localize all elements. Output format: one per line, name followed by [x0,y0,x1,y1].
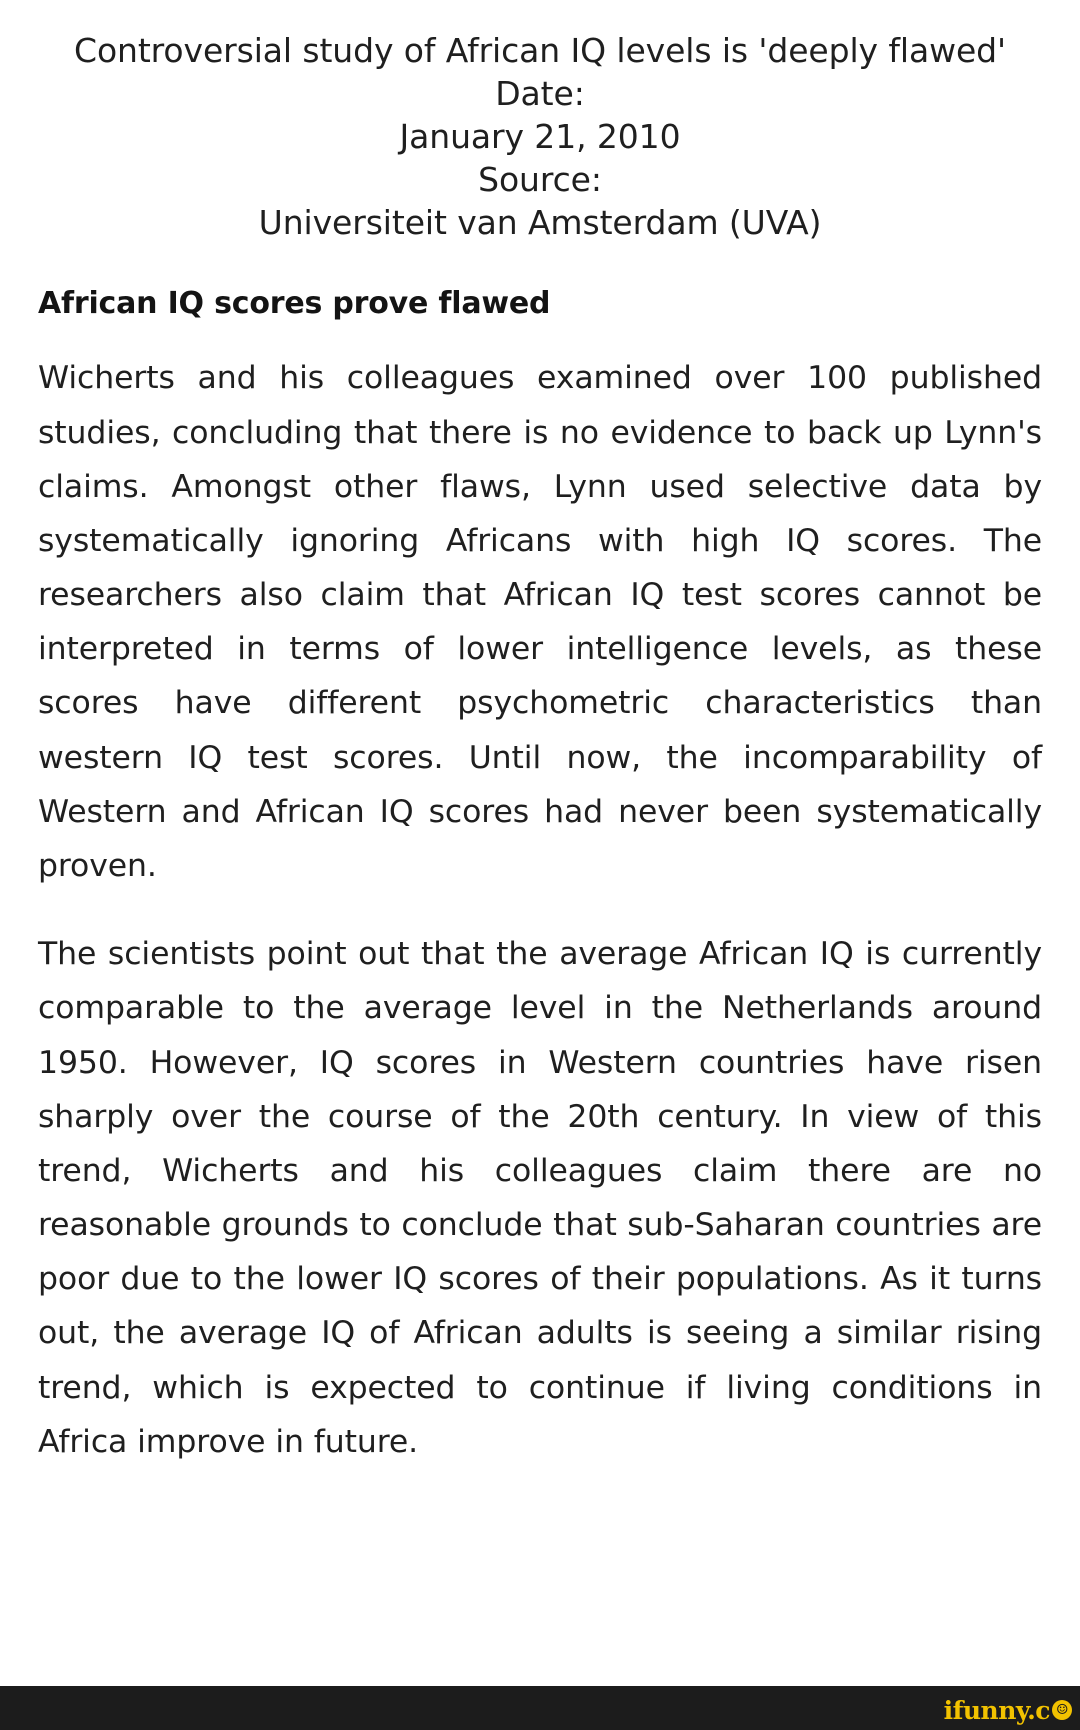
footer-bar [0,1686,1080,1730]
article-paragraph-2: The scientists point out that the average African IQ is currently comparable to the average level in the Netherlands around 1950. However, IQ scores in Western countries have risen sharply over the course of the 20th century. In view of this trend, Wicherts and his colleagues claim there are no reasonable grounds to conclude that sub-Saharan countries are poor due to the lower IQ scores of their populations. As it turns out, the average IQ of African adults is seeing a similar rising trend, which is expected to continue if living conditions in Africa improve in future. [38,936,1042,1460]
source-value: Universiteit van Amsterdam (UVA) [258,202,822,242]
article-header [38,30,1042,244]
source-label: Source: [478,159,602,199]
section-heading: African IQ scores prove flawed [38,286,551,322]
watermark-text: ifunny.c [943,1696,1050,1725]
page-title: Controversial study of African IQ levels is 'deeply flawed' [74,31,1006,70]
ifunny-watermark [944,1696,1072,1725]
article-paragraph-1: Wicherts and his colleagues examined over 100 published studies, concluding that there is no evidence to back up Lynn's claims. Amongst other flaws, Lynn used selective data by systematically ignoring Africans with high IQ scores. The researchers also claim that African IQ test scores cannot be interpreted in terms of lower intelligence levels, as these scores have different psychometric characteristics than western IQ test scores. Until now, the incomparability of Western and African IQ scores had never been systematically proven. [38,360,1042,884]
smiley-icon: ☺ [1052,1700,1072,1720]
date-label: Date: [495,73,585,113]
date-value: January 21, 2010 [399,116,681,156]
